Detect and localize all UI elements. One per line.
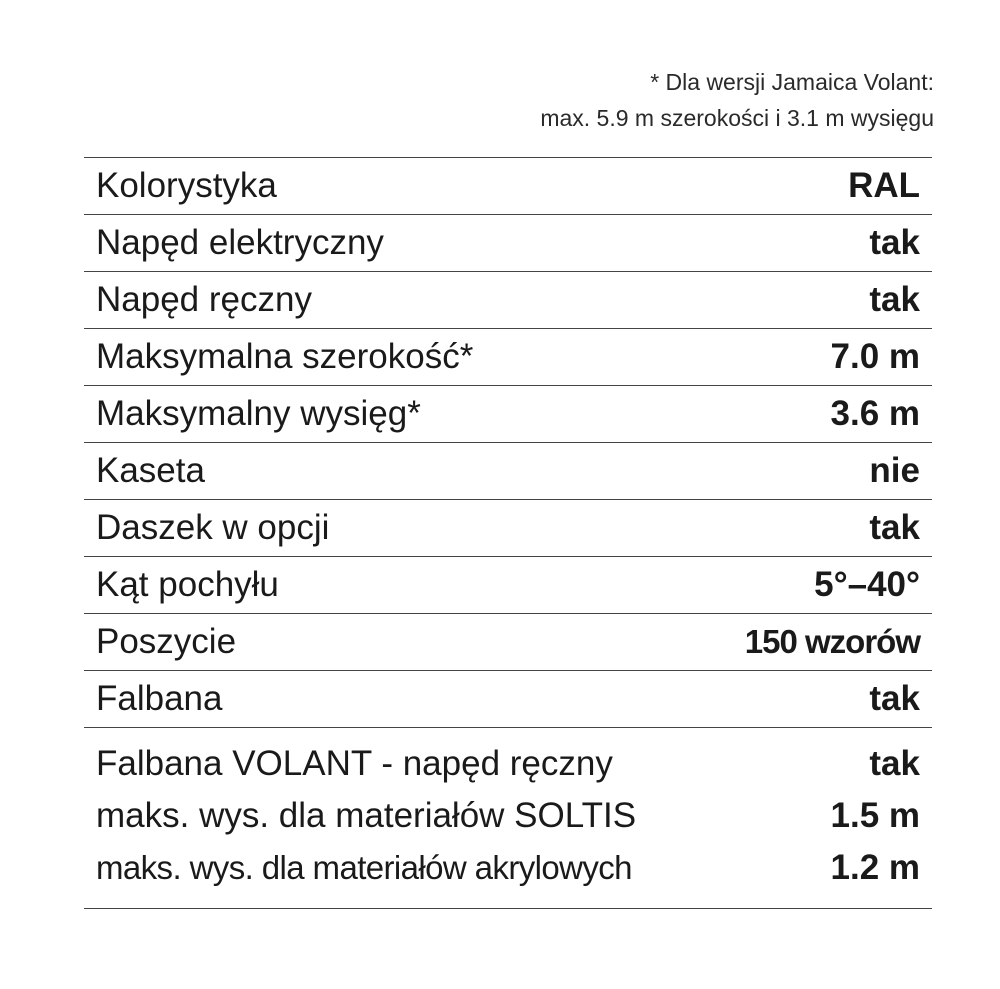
footnote-line-2: max. 5.9 m szerokości i 3.1 m wysięgu [540, 105, 934, 131]
spec-row-naped-reczny [84, 272, 932, 329]
spec-label: Daszek w opcji [96, 508, 330, 547]
spec-row-daszek [84, 500, 932, 557]
spec-value: 1.5 m [830, 796, 920, 835]
spec-label: Kaseta [96, 451, 205, 490]
spec-row-kolorystyka [84, 158, 932, 215]
spec-value: tak [869, 744, 920, 783]
spec-label: maks. wys. dla materiałów SOLTIS [96, 796, 637, 835]
spec-value: 150 wzorów [744, 623, 920, 660]
spec-value: 5°–40° [814, 565, 920, 604]
spec-row-kaseta [84, 443, 932, 500]
spec-table [84, 157, 932, 909]
spec-value: 7.0 m [830, 337, 920, 376]
footnote-line-1: * Dla wersji Jamaica Volant: [650, 69, 934, 95]
spec-row-naped-elektryczny [84, 215, 932, 272]
spec-label: Maksymalna szerokość* [96, 337, 474, 376]
spec-label: Falbana VOLANT - napęd ręczny [96, 744, 613, 783]
spec-value: tak [869, 679, 920, 718]
spec-value: RAL [848, 166, 920, 205]
spec-label: Napęd ręczny [96, 280, 312, 319]
spec-label: maks. wys. dla materiałów akrylowych [96, 849, 632, 886]
spec-value: 1.2 m [830, 848, 920, 887]
spec-label: Napęd elektryczny [96, 223, 384, 262]
volant-line [96, 842, 920, 894]
spec-label: Falbana [96, 679, 223, 718]
spec-label: Kolorystyka [96, 166, 277, 205]
spec-row-kat-pochylu [84, 557, 932, 614]
spec-row-max-szerokosc [84, 329, 932, 386]
spec-value: tak [869, 223, 920, 262]
spec-value: 3.6 m [830, 394, 920, 433]
spec-label: Poszycie [96, 622, 237, 661]
spec-row-falbana-volant [84, 728, 932, 909]
spec-value: tak [869, 280, 920, 319]
spec-row-poszycie [84, 614, 932, 671]
spec-row-falbana [84, 671, 932, 728]
spec-label: Kąt pochyłu [96, 565, 279, 604]
spec-label: Maksymalny wysięg* [96, 394, 421, 433]
footnote [540, 64, 934, 136]
spec-value: nie [869, 451, 920, 490]
spec-value: tak [869, 508, 920, 547]
volant-line [96, 738, 920, 790]
volant-line [96, 790, 920, 842]
spec-row-max-wysieg [84, 386, 932, 443]
